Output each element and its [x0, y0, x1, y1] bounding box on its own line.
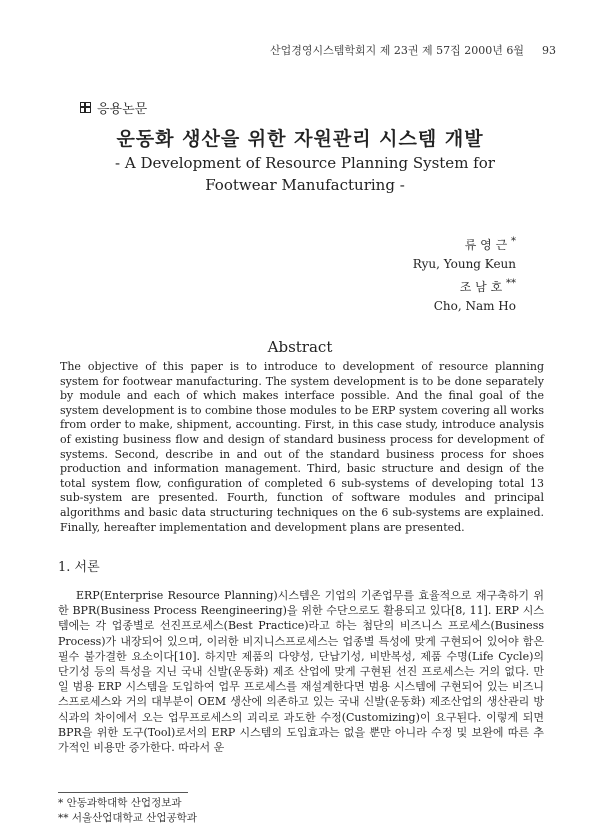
paper-title-english: - A Development of Resource Planning System for Footwear Manufacturing -: [115, 154, 495, 194]
abstract-body: The objective of this paper is to introduce to development of resource planning system for footwear manufacturing. The system development is to be done separately by module and each of which makes interface possible. And the final goal of the system development is to combine those modules to be ERP system covering all works from order to make, shipment, accounting. First, in this case study, introduce analysis of existing business flow and design of standard business process for development of systems. Second, describe in and out of the standard business process for shoes production and information management. Third, basic structure and design of the total system flow, configuration of completed 6 sub-systems of developing total 13 sub-system are presented. Fourth, function of software modules and principal algorithms and basic data structuring techniques on the 6 sub-systems are explained. Finally, hereafter implementation and development plans are presented.: [60, 360, 544, 534]
author-english-name: Ryu, Young Keun: [412, 257, 516, 271]
section-body-text: ERP(Enterprise Resource Planning)시스템은 기업의 기존업무를 효율적으로 재구축하기 위한 BPR(Business Process Reengineering)을 위한 수단으로도 활용되고 있다[8, 11]. ERP 시스템에는 각 업종별로 선진프로세스(Best Practice)라고 하는 첨단의 비즈니스 프로세스(Business Process)가 내장되어 있으며, 이러한 비지니스프로세스는 업종별 특성에 맞게 구현되어 있어야 함은 필수 불가결한 요소이다[10]. 하지만 제품의 다양성, 단납기성, 비반복성, 제품 수명(Life Cycle)의 단기성 등의 특성을 지닌 국내 신발(운동화) 제조 산업에 맞게 구현된 선진 프로세스는 거의 없다. 만일 범용 ERP 시스템을 도입하여 업무 프로세스를 재설계한다면 범용 시스템에 구현되어 있는 비즈니스프로세스와 거의 대부분이 OEM 생산에 의존하고 있는 국내 신발(운동화) 제조산업의 생산관리 방식과의 차이에서 오는 업무프로세스의 괴리로 과도한 수정(Customizing)이 요구된다. 이렇게 되면 BPR을 위한 도구(Tool)로서의 ERP 시스템의 도입효과는 없을 뿐만 아니라 수정 및 보완에 따른 추가적인 비용만 증가한다. 따라서 운: [58, 589, 544, 755]
running-header: [270, 42, 556, 58]
footnote: * 안동과학대학 산업정보과: [58, 797, 182, 809]
boxed-grid-icon: [80, 102, 91, 113]
author-english-name: Cho, Nam Ho: [433, 299, 516, 313]
footnote-divider: [58, 792, 188, 793]
author-korean-name: 류 영 근 *: [464, 236, 516, 252]
journal-info: 산업경영시스템학회지 제 23권 제 57집 2000년 6월: [270, 44, 524, 57]
author-block: [413, 232, 516, 316]
footnotes: [58, 796, 197, 826]
abstract-heading: Abstract: [267, 338, 333, 356]
section-tag: [80, 98, 147, 117]
paper-title-korean: 운동화 생산을 위한 자원관리 시스템 개발: [116, 128, 484, 150]
section-tag-label: 응용논문: [97, 102, 148, 117]
author-korean-name: 조 남 호 **: [459, 278, 516, 294]
page-number: 93: [542, 44, 556, 57]
footnote: ** 서울산업대학교 산업공학과: [58, 812, 197, 824]
section-heading: 1. 서론: [58, 560, 100, 575]
